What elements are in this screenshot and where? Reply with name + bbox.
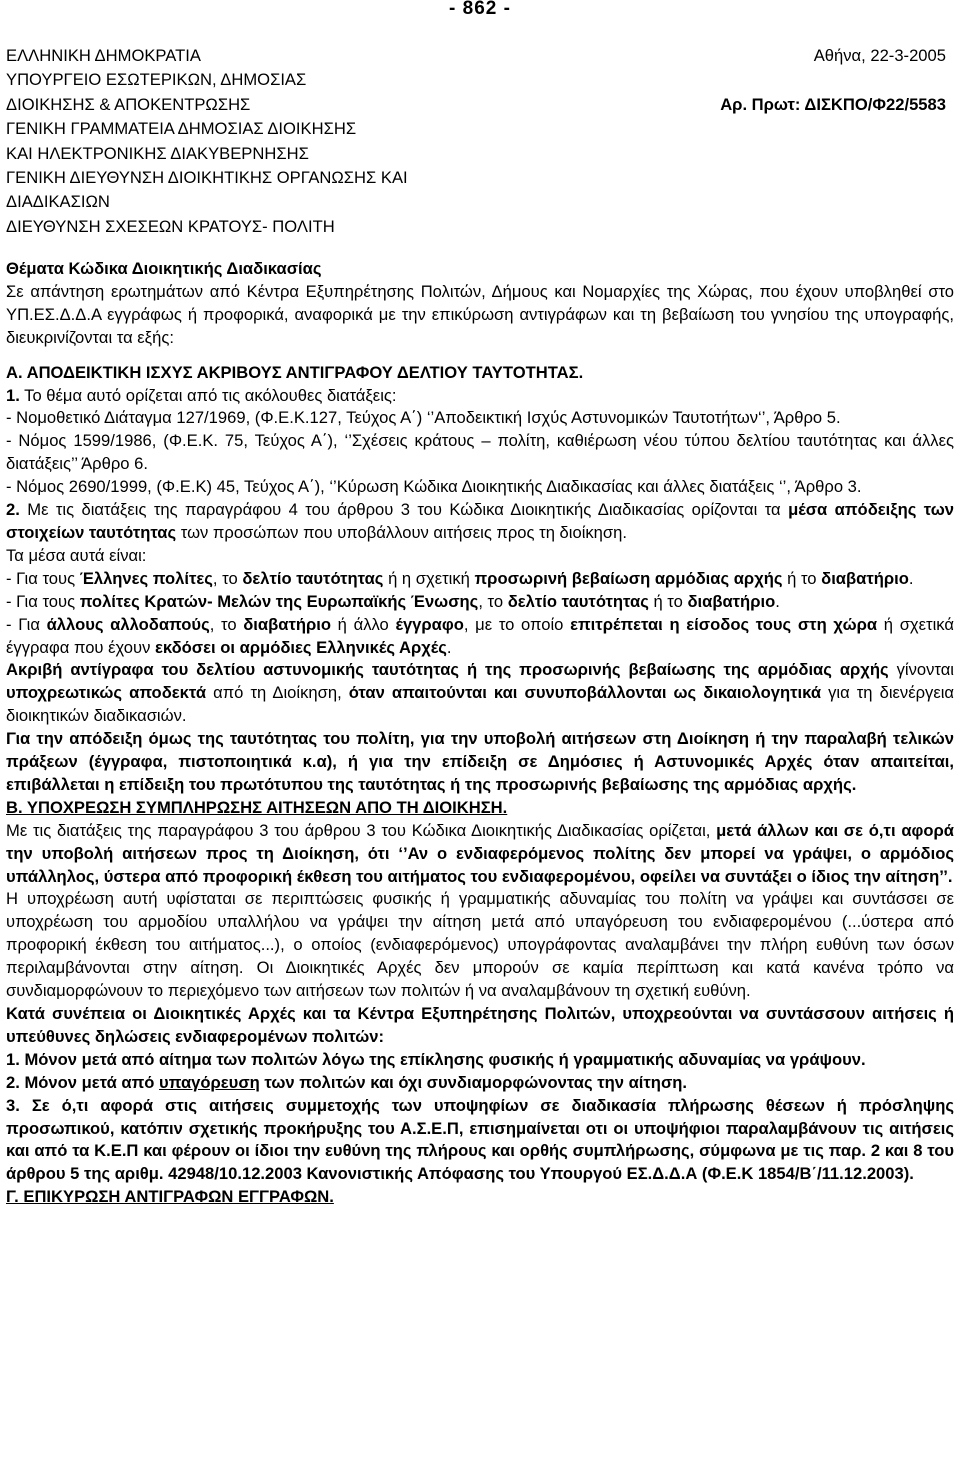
means-item-other-foreigners: - Για άλλους αλλοδαπούς, το διαβατήριο ή άλλο έγγραφο, με το οποίο επιτρέπεται η είσοδος τους στη χώρα ή σχετικά έγγραφα που έχουν εκδόσει οι αρμόδιες Ελληνικές Αρχές. [6, 614, 954, 657]
section-b-paragraph-1: Με τις διατάξεις της παραγράφου 3 του άρθρου 3 του Κώδικα Διοικητικής Διαδικασίας ορίζεται, μετά άλλων και σε ό,τι αφορά την υποβολή αιτήσεων προς τη Διοίκηση, ότι ‘’Αν ο ενδιαφερόμενος πολίτης δεν μπορεί να γράψει, ο αρμόδιος υπάλληλος, ύστερα από προφορική έκθεση του αιτήματος του ενδιαφερομένου, οφείλει να συντάξει ο ίδιος την αίτηση’’. [6, 820, 954, 886]
obligation-item-1: 1. Μόνον μετά από αίτημα των πολιτών λόγω της επίκλησης φυσικής ή γραμματικής αδυναμίας να γράψουν. [6, 1049, 866, 1069]
means-title: Τα μέσα αυτά είναι: [6, 545, 147, 565]
authority-line: ΕΛΛΗΝΙΚΗ ΔΗΜΟΚΡΑΤΙΑ [6, 46, 201, 65]
copies-paragraph: Ακριβή αντίγραφα του δελτίου αστυνομικής ταυτότητας ή της προσωρινής βεβαίωσης της αρμόδιας αρχής γίνονται υποχρεωτικώς αποδεκτά από τη Διοίκηση, όταν απαιτούνται και συνυποβάλλονται ως δικαιολογητικά για τη διενέργεια διοικητικών διαδικασιών. [6, 660, 955, 726]
section-a-paragraph-2: 2. Με τις διατάξεις της παραγράφου 4 του άρθρου 3 του Κώδικα Διοικητικής Διαδικασίας ορίζονται τα μέσα απόδειξης των στοιχείων ταυτότητας των προσώπων που υποβάλλουν αιτήσεις προς τη διοίκηση. [6, 500, 954, 542]
proof-paragraph: Για την απόδειξη όμως της ταυτότητας του πολίτη, για την υποβολή αιτήσεων στη Διοίκηση ή την παραλαβή τελικών πράξεων (έγγραφα, πιστοποιητικά κ.α), ή για την επίδειξη σε Δημόσιες ή Αστυνομικές Αρχές όταν απαιτείται, επιβάλλεται η επίδειξη του πρωτότυπου της ταυτότητας ή της προσωρινής βεβαίωσης της αρμόδιας αρχής. [6, 729, 954, 794]
obligation-item-2: 2. Μόνον μετά από υπαγόρευση των πολιτών και όχι συνδιαμορφώνοντας την αίτηση. [6, 1072, 688, 1092]
law-reference: - Νομοθετικό Διάταγμα 127/1969, (Φ.Ε.Κ.127, Τεύχος Α΄) ‘’Αποδεικτική Ισχύς Αστυνομικών Ταυτοτήτων‘’, Άρθρο 5. [6, 408, 841, 428]
section-b-paragraph-2: Η υποχρέωση αυτή υφίσταται σε περιπτώσεις φυσικής ή γραμματικής αδυναμίας του πολίτη να γράψει και συντάσσει σε υποχρέωση του αρμοδίου υπαλλήλου να γράψει την αίτηση μετά από υπαγόρευση του ενδιαφερομένου (...ύστερα από προφορική έκθεση του αιτήματος...), ο οποίος (ενδιαφερόμενος) υπογράφοντας αναλαμβάνει την πλήρη ευθύνη των όσων περιλαμβάνονται στην αίτηση. Οι Διοικητικές Αρχές δεν μπορούν σε καμία περίπτωση και κατά κανένα τρόπο να συνδιαμορφώνουν το περιεχόμενο των αιτήσεων των πολιτών ή να αναλαμβάνουν τη σχετική ευθύνη. [6, 889, 954, 1001]
subject-title: Θέματα Κώδικα Διοικητικής Διαδικασίας [6, 259, 322, 278]
authority-line: ΓΕΝΙΚΗ ΓΡΑΜΜΑΤΕΙΑ ΔΗΜΟΣΙΑΣ ΔΙΟΙΚΗΣΗΣ [6, 119, 357, 139]
document-date: Αθήνα, 22-3-2005 [813, 46, 946, 65]
authority-line: ΓΕΝΙΚΗ ΔΙΕΥΘΥΝΣΗ ΔΙΟΙΚΗΤΙΚΗΣ ΟΡΓΑΝΩΣΗΣ ΚΑΙ [6, 167, 408, 187]
section-a-title: Α. ΑΠΟΔΕΙΚΤΙΚΗ ΙΣΧΥΣ ΑΚΡΙΒΟΥΣ ΑΝΤΙΓΡΑΦΟΥ ΔΕΛΤΙΟΥ ΤΑΥΤΟΤΗΤΑΣ. [6, 362, 584, 382]
section-b-title: Β. ΥΠΟΧΡΕΩΣΗ ΣΥΜΠΛΗΡΩΣΗΣ ΑΙΤΗΣΕΩΝ ΑΠΟ ΤΗ ΔΙΟΙΚΗΣΗ. [6, 797, 508, 817]
section-a-paragraph-1: 1. Το θέμα αυτό ορίζεται από τις ακόλουθες διατάξεις: [6, 385, 397, 405]
intro-paragraph: Σε απάντηση ερωτημάτων από Κέντρα Εξυπηρέτησης Πολιτών, Δήμους και Νομαρχίες της Χώρας, που έχουν υποβληθεί στο ΥΠ.ΕΣ.Δ.Δ.Α εγγράφως ή προφορικά, αναφορικά με την επικύρωση αντιγράφων και τη βεβαίωση του γνησίου της υπογραφής, διευκρινίζονται τα εξής: [6, 281, 954, 347]
section-c-title: Γ. ΕΠΙΚΥΡΩΣΗ ΑΝΤΙΓΡΑΦΩΝ ΕΓΓΡΑΦΩΝ. [6, 1187, 334, 1207]
authority-line: ΥΠΟΥΡΓΕΙΟ ΕΣΩΤΕΡΙΚΩΝ, ΔΗΜΟΣΙΑΣ [6, 70, 307, 90]
means-item-eu-citizens: - Για τους πολίτες Κρατών- Μελών της Ευρωπαϊκής Ένωσης, το δελτίο ταυτότητας ή το διαβατήριο. [6, 591, 780, 611]
authority-line: ΚΑΙ ΗΛΕΚΤΡΟΝΙΚΗΣ ΔΙΑΚΥΒΕΡΝΗΣΗΣ [6, 143, 309, 163]
means-item-greek-citizens: - Για τους Έλληνες πολίτες, το δελτίο ταυτότητας ή η σχετική προσωρινή βεβαίωση αρμόδιας αρχής ή το διαβατήριο. [6, 568, 914, 588]
section-b-paragraph-3: Κατά συνέπεια οι Διοικητικές Αρχές και τα Κέντρα Εξυπηρέτησης Πολιτών, υποχρεούνται να συντάσσουν αιτήσεις ή υπεύθυνες δηλώσεις ενδιαφερομένων πολιτών: [6, 1004, 954, 1046]
authority-line: ΔΙΟΙΚΗΣΗΣ & ΑΠΟΚΕΝΤΡΩΣΗΣ [6, 94, 251, 114]
page-number: - 862 - [449, 0, 511, 19]
protocol-number: Αρ. Πρωτ: ΔΙΣΚΠΟ/Φ22/5583 [720, 95, 946, 114]
authority-line: ΔΙΑΔΙΚΑΣΙΩΝ [6, 192, 110, 212]
obligation-item-3: 3. Σε ό,τι αφορά στις αιτήσεις συμμετοχής των υποψηφίων σε διαδικασία πλήρωσης θέσεων ή πρόσληψης προσωπικού, κατόπιν σχετικής προκήρυξης του Α.Σ.Ε.Π, επισημαίνεται οτι οι υποψήφιοι παραλαμβάνουν τις αιτήσεις και από τα Κ.Ε.Π και φέρουν οι ίδιοι την ευθύνη της πλήρους και ορθής συμπλήρωσης, σύμφωνα με τις παρ. 2 και 8 του άρθρου 5 της αριθμ. 42948/10.12.2003 Κανονιστικής Απόφασης του Υπουργού ΕΣ.Δ.Δ.Α (Φ.Ε.Κ 1854/Β΄/11.12.2003). [6, 1095, 954, 1184]
authority-line: ΔΙΕΥΘΥΝΣΗ ΣΧΕΣΕΩΝ ΚΡΑΤΟΥΣ- ΠΟΛΙΤΗ [6, 216, 335, 236]
letterhead [6, 44, 954, 244]
law-reference: - Νόμος 2690/1999, (Φ.Ε.Κ) 45, Τεύχος Α΄), ‘’Κύρωση Κώδικα Διοικητικής Διαδικασίας και άλλες διατάξεις ‘’, Άρθρο 3. [6, 477, 862, 497]
law-reference: - Νόμος 1599/1986, (Φ.Ε.Κ. 75, Τεύχος Α΄), ‘’Σχέσεις κράτους – πολίτη, καθιέρωση νέου τύπου δελτίου ταυτότητας και άλλες διατάξεις’’ Άρθρο 6. [6, 431, 954, 474]
document-body [6, 258, 954, 1209]
issuing-authority [6, 44, 954, 239]
